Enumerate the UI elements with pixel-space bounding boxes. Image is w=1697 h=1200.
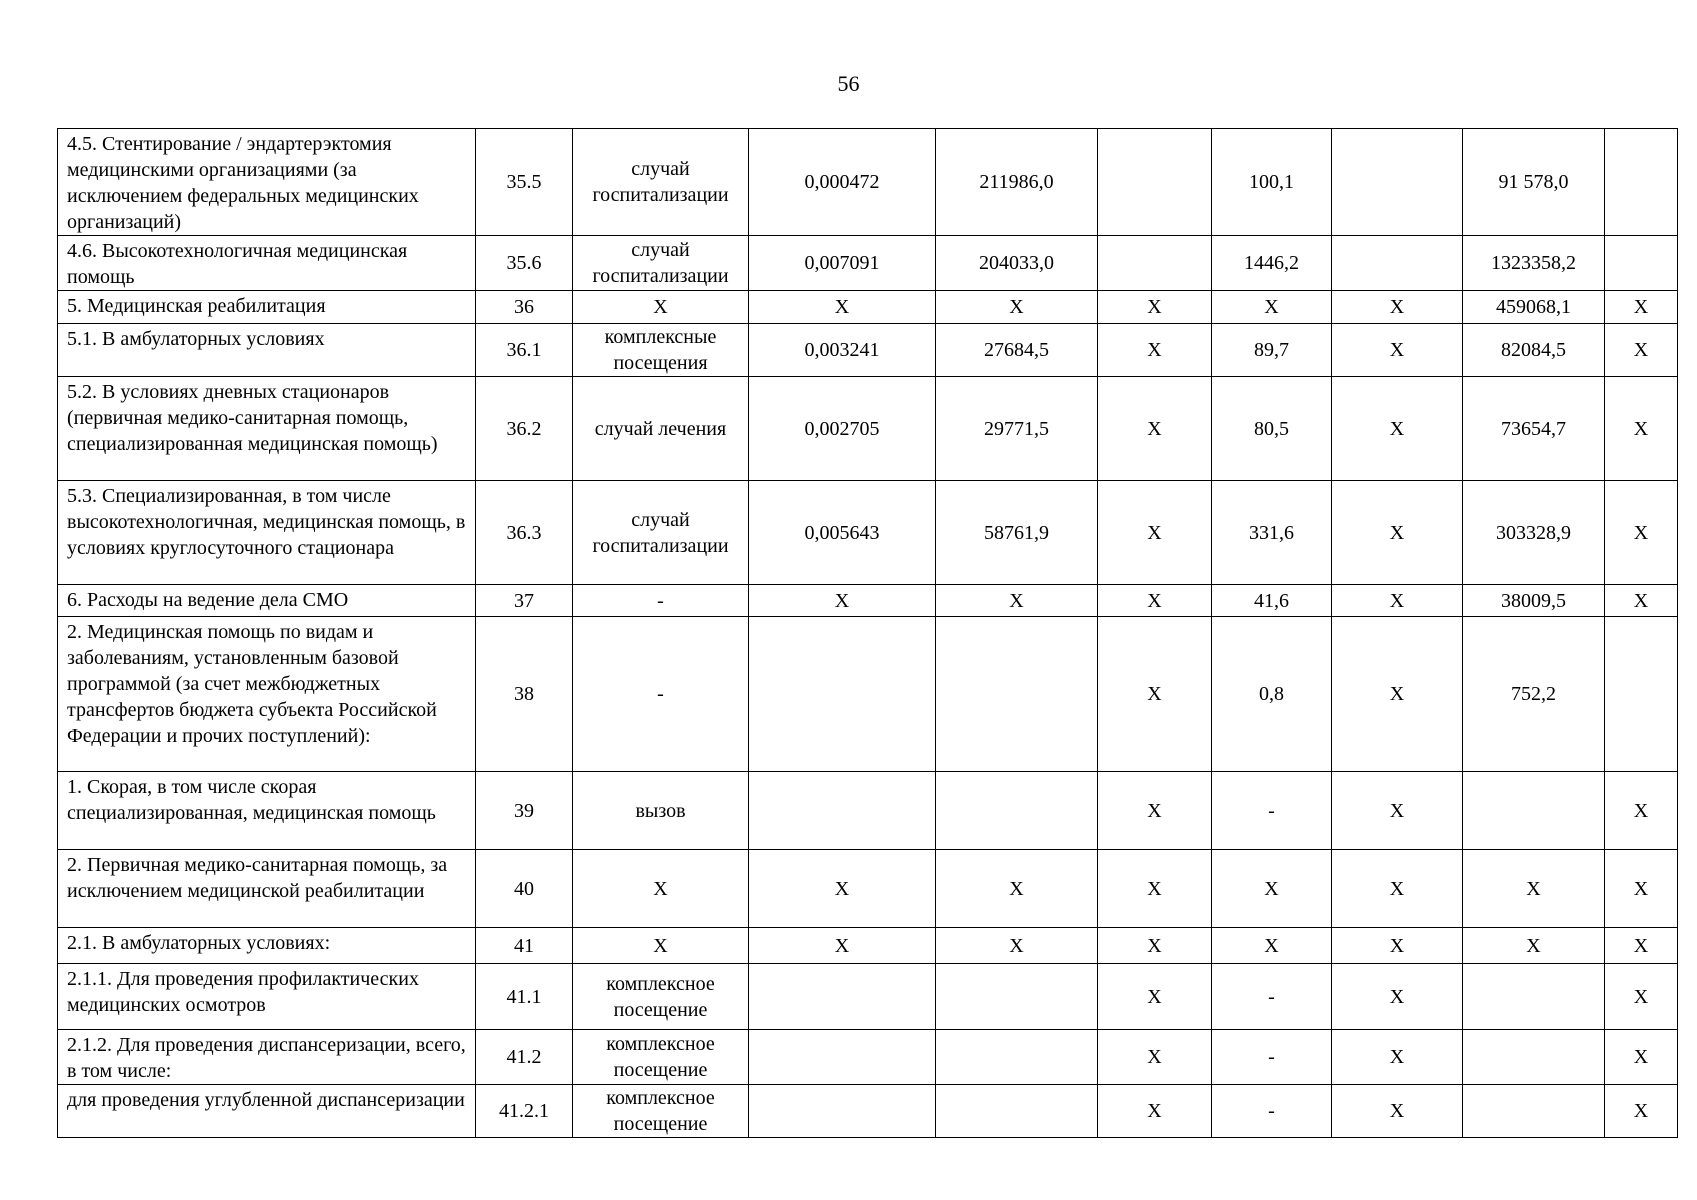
table-row (58, 1030, 1678, 1085)
table-row (58, 617, 1678, 772)
cell-unit: комплексное посещение (573, 964, 749, 1030)
cell-total-budget: X (1332, 772, 1463, 850)
cell-row-name: 2.1.1. Для проведения профилактических медицинских осмотров (58, 964, 476, 1030)
cell-total-oms (1463, 772, 1605, 850)
cell-norm-volume: 0,000472 (749, 129, 936, 236)
cell-total-oms: 91 578,0 (1463, 129, 1605, 236)
cell-percent (1605, 236, 1678, 291)
cell-row-code: 36.2 (476, 377, 573, 481)
table-row (58, 1085, 1678, 1138)
cell-percent: X (1605, 928, 1678, 964)
cell-total-budget: X (1332, 850, 1463, 928)
cell-unit: комплексное посещение (573, 1030, 749, 1085)
cell-row-name: для проведения углубленной диспансеризации (58, 1085, 476, 1138)
cell-norm-volume (749, 617, 936, 772)
cell-norm-volume (749, 1030, 936, 1085)
cell-row-name: 2. Первичная медико-санитарная помощь, за исключением медицинской реабилитации (58, 850, 476, 928)
cell-row-code: 36 (476, 291, 573, 324)
cell-norm-cost (936, 964, 1098, 1030)
cell-row-code: 39 (476, 772, 573, 850)
cell-total-budget: X (1332, 1085, 1463, 1138)
cell-percent: X (1605, 1085, 1678, 1138)
cell-percent: X (1605, 1030, 1678, 1085)
cell-unit: комплексные посещения (573, 324, 749, 377)
cell-row-code: 40 (476, 850, 573, 928)
cell-unit: комплексное посещение (573, 1085, 749, 1138)
cell-per-capita-budget: X (1098, 850, 1212, 928)
cell-unit: вызов (573, 772, 749, 850)
cell-percent: X (1605, 324, 1678, 377)
cell-row-code: 41 (476, 928, 573, 964)
table-row (58, 772, 1678, 850)
cell-row-code: 41.2.1 (476, 1085, 573, 1138)
table-row (58, 129, 1678, 236)
cell-total-budget: X (1332, 964, 1463, 1030)
cell-per-capita-oms: X (1212, 928, 1332, 964)
cell-per-capita-budget: X (1098, 324, 1212, 377)
cell-row-code: 41.2 (476, 1030, 573, 1085)
cell-per-capita-budget: X (1098, 585, 1212, 617)
cell-total-oms: 82084,5 (1463, 324, 1605, 377)
cell-per-capita-budget: X (1098, 1085, 1212, 1138)
cell-norm-cost (936, 617, 1098, 772)
cell-norm-volume: 0,007091 (749, 236, 936, 291)
cell-norm-volume: 0,003241 (749, 324, 936, 377)
cell-percent (1605, 617, 1678, 772)
cell-row-name: 5.2. В условиях дневных стационаров (первичная медико-санитарная помощь, специализированная медицинская помощь) (58, 377, 476, 481)
table-row (58, 585, 1678, 617)
cell-norm-volume: 0,002705 (749, 377, 936, 481)
cell-total-oms: 303328,9 (1463, 481, 1605, 585)
cell-percent: X (1605, 377, 1678, 481)
cell-per-capita-oms: 0,8 (1212, 617, 1332, 772)
cell-norm-cost (936, 1085, 1098, 1138)
cell-percent: X (1605, 772, 1678, 850)
cell-per-capita-oms: 331,6 (1212, 481, 1332, 585)
cell-per-capita-oms: - (1212, 1085, 1332, 1138)
cell-norm-cost: 211986,0 (936, 129, 1098, 236)
cell-norm-volume: X (749, 291, 936, 324)
cell-per-capita-budget: X (1098, 481, 1212, 585)
cell-row-name: 5.3. Специализированная, в том числе высокотехнологичная, медицинская помощь, в условиях круглосуточного стационара (58, 481, 476, 585)
cell-norm-cost: X (936, 291, 1098, 324)
cell-row-name: 5.1. В амбулаторных условиях (58, 324, 476, 377)
table-row (58, 236, 1678, 291)
cell-total-budget: X (1332, 377, 1463, 481)
cell-row-code: 36.3 (476, 481, 573, 585)
cell-total-oms (1463, 1030, 1605, 1085)
cell-per-capita-budget: X (1098, 291, 1212, 324)
cell-row-code: 37 (476, 585, 573, 617)
cell-total-oms: 1323358,2 (1463, 236, 1605, 291)
cell-row-name: 2.1. В амбулаторных условиях: (58, 928, 476, 964)
cell-total-oms: 752,2 (1463, 617, 1605, 772)
cell-per-capita-budget: X (1098, 772, 1212, 850)
cell-unit: X (573, 291, 749, 324)
table-row (58, 377, 1678, 481)
cell-row-code: 35.6 (476, 236, 573, 291)
cell-row-name: 5. Медицинская реабилитация (58, 291, 476, 324)
cell-per-capita-budget: X (1098, 617, 1212, 772)
cell-percent: X (1605, 585, 1678, 617)
cell-unit: случай лечения (573, 377, 749, 481)
cell-per-capita-budget: X (1098, 1030, 1212, 1085)
table-row (58, 481, 1678, 585)
cell-norm-volume: 0,005643 (749, 481, 936, 585)
cell-per-capita-oms: 80,5 (1212, 377, 1332, 481)
table-row (58, 928, 1678, 964)
cell-norm-cost: 58761,9 (936, 481, 1098, 585)
cell-percent: X (1605, 850, 1678, 928)
table-body (58, 129, 1678, 1138)
cell-row-code: 38 (476, 617, 573, 772)
cell-total-budget: X (1332, 1030, 1463, 1085)
cell-row-name: 4.5. Стентирование / эндартерэктомия медицинскими организациями (за исключением федеральных медицинских организаций) (58, 129, 476, 236)
cell-total-oms (1463, 1085, 1605, 1138)
cell-percent: X (1605, 481, 1678, 585)
cell-per-capita-budget: X (1098, 377, 1212, 481)
page-number: 56 (837, 71, 860, 96)
cell-norm-volume (749, 772, 936, 850)
cell-total-oms: X (1463, 850, 1605, 928)
cell-norm-cost (936, 1030, 1098, 1085)
cell-norm-cost: X (936, 850, 1098, 928)
cell-row-code: 36.1 (476, 324, 573, 377)
cell-norm-cost (936, 772, 1098, 850)
cell-norm-cost: 29771,5 (936, 377, 1098, 481)
cell-row-name: 4.6. Высокотехнологичная медицинская помощь (58, 236, 476, 291)
cell-per-capita-oms: 100,1 (1212, 129, 1332, 236)
cell-norm-cost: X (936, 585, 1098, 617)
table-row (58, 964, 1678, 1030)
cell-unit: - (573, 617, 749, 772)
cell-per-capita-budget: X (1098, 964, 1212, 1030)
cell-percent: X (1605, 291, 1678, 324)
cell-total-budget: X (1332, 481, 1463, 585)
cell-total-budget (1332, 236, 1463, 291)
cell-per-capita-oms: - (1212, 964, 1332, 1030)
cell-row-name: 2.1.2. Для проведения диспансеризации, всего, в том числе: (58, 1030, 476, 1085)
cell-row-name: 2. Медицинская помощь по видам и заболеваниям, установленным базовой программой (за счет межбюджетных трансфертов бюджета субъекта Российской Федерации и прочих поступлений): (58, 617, 476, 772)
cell-unit: X (573, 928, 749, 964)
cell-per-capita-oms: X (1212, 291, 1332, 324)
cell-total-oms: X (1463, 928, 1605, 964)
cell-norm-volume (749, 964, 936, 1030)
cell-unit: случай госпитализации (573, 129, 749, 236)
data-table (57, 128, 1678, 1138)
cell-total-budget: X (1332, 585, 1463, 617)
cell-total-budget: X (1332, 617, 1463, 772)
cell-total-budget: X (1332, 291, 1463, 324)
cell-total-oms: 73654,7 (1463, 377, 1605, 481)
cell-per-capita-budget (1098, 236, 1212, 291)
table-row (58, 291, 1678, 324)
cell-percent: X (1605, 964, 1678, 1030)
cell-norm-volume: X (749, 928, 936, 964)
cell-total-budget (1332, 129, 1463, 236)
cell-total-oms: 38009,5 (1463, 585, 1605, 617)
cell-per-capita-oms: - (1212, 772, 1332, 850)
cell-per-capita-oms: 41,6 (1212, 585, 1332, 617)
cell-unit: X (573, 850, 749, 928)
cell-unit: - (573, 585, 749, 617)
table-row (58, 850, 1678, 928)
cell-per-capita-budget (1098, 129, 1212, 236)
cell-row-name: 6. Расходы на ведение дела СМО (58, 585, 476, 617)
cell-norm-cost: X (936, 928, 1098, 964)
cell-per-capita-oms: - (1212, 1030, 1332, 1085)
cell-row-code: 35.5 (476, 129, 573, 236)
cell-norm-cost: 204033,0 (936, 236, 1098, 291)
cell-row-name: 1. Скорая, в том числе скорая специализированная, медицинская помощь (58, 772, 476, 850)
cell-total-oms: 459068,1 (1463, 291, 1605, 324)
cell-unit: случай госпитализации (573, 236, 749, 291)
cell-row-code: 41.1 (476, 964, 573, 1030)
cell-per-capita-oms: X (1212, 850, 1332, 928)
table-row (58, 324, 1678, 377)
cell-norm-volume: X (749, 585, 936, 617)
cell-per-capita-budget: X (1098, 928, 1212, 964)
cell-unit: случай госпитализации (573, 481, 749, 585)
cell-per-capita-oms: 89,7 (1212, 324, 1332, 377)
cell-total-budget: X (1332, 928, 1463, 964)
cell-norm-volume (749, 1085, 936, 1138)
cell-norm-cost: 27684,5 (936, 324, 1098, 377)
cell-per-capita-oms: 1446,2 (1212, 236, 1332, 291)
cell-total-oms (1463, 964, 1605, 1030)
cell-norm-volume: X (749, 850, 936, 928)
cell-total-budget: X (1332, 324, 1463, 377)
cell-percent (1605, 129, 1678, 236)
